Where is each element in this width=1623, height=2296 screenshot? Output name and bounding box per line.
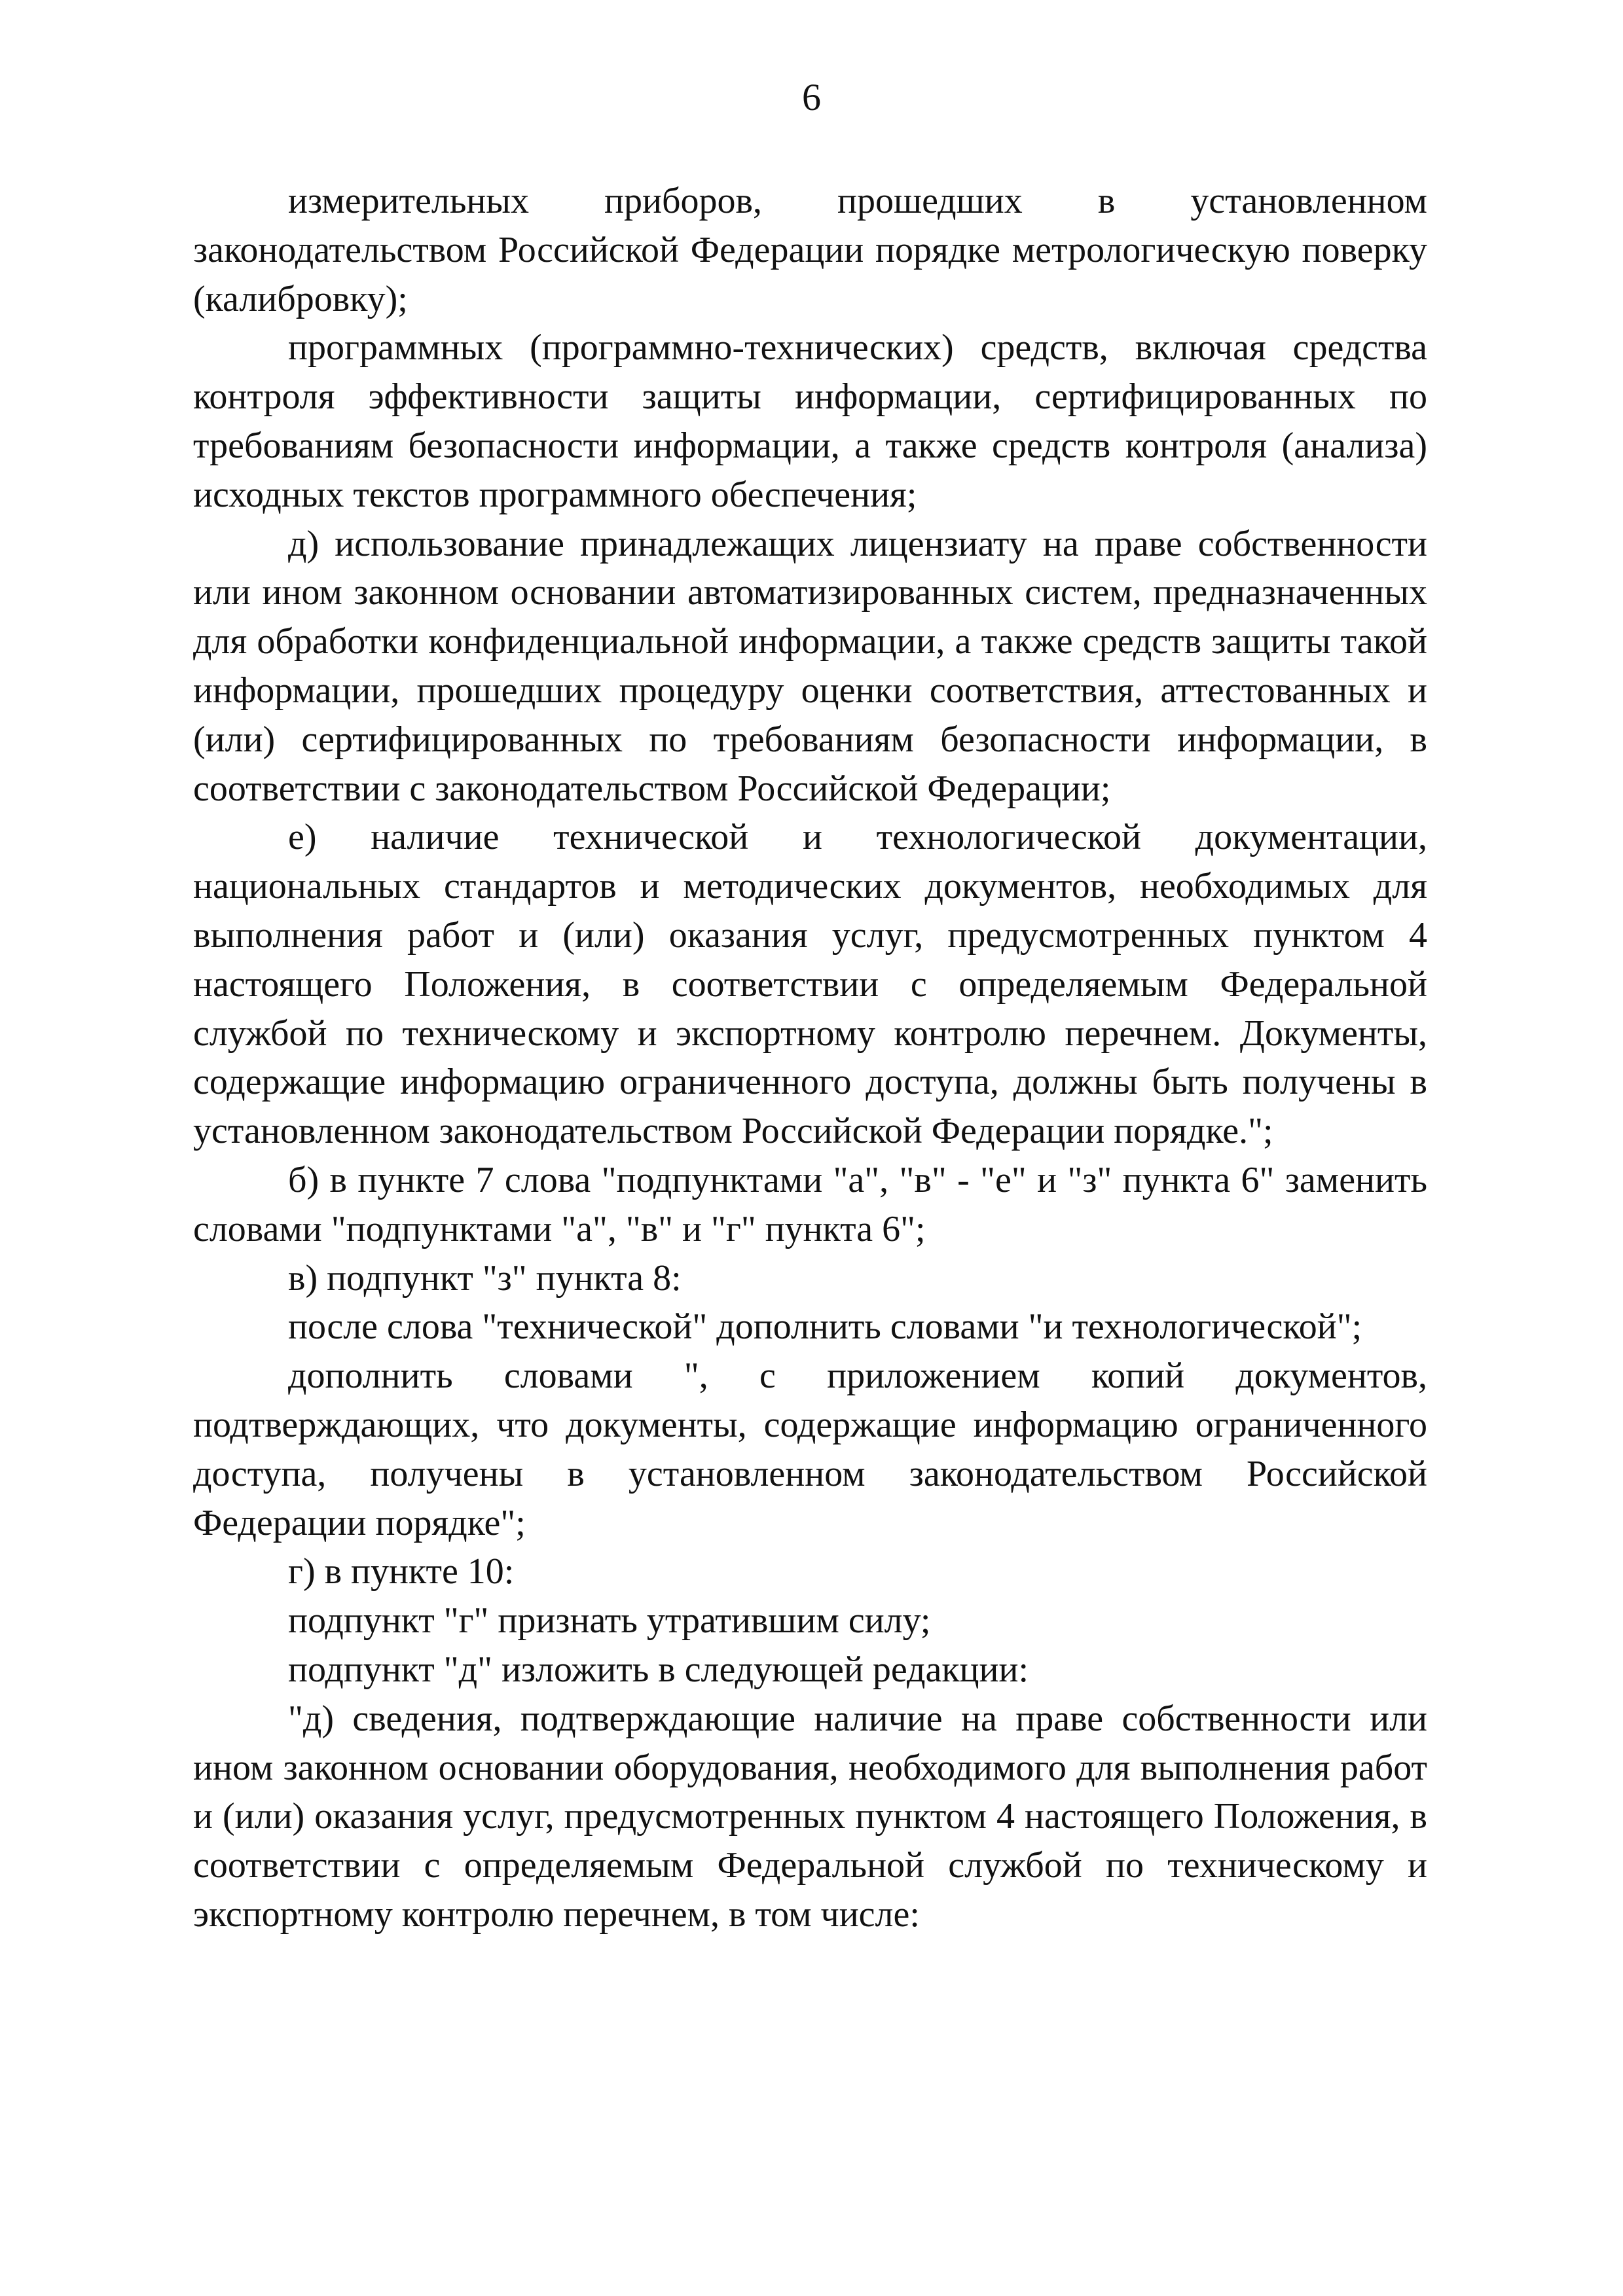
paragraph-measuring-instruments: измерительных приборов, прошедших в установленном законодательством Российской Федерации порядке метрологическую поверку (калибровку);	[193, 181, 1427, 319]
page-number: 6	[802, 76, 821, 118]
paragraph-new-subitem-d: "д) сведения, подтверждающие наличие на праве собственности или ином законном основании оборудования, необходимого для выполнения работ и (или) оказания услуг, предусмотренных пунктом 4 настоящего Положения, в соответствии с определяемым Федеральной службой по техническому и экспортному контролю перечнем, в том числе:	[193, 1698, 1427, 1935]
paragraph-item-v: в) подпункт "з" пункта 8:	[288, 1257, 682, 1299]
paragraph-subitem-d-restate: подпункт "д" изложить в следующей редакции:	[288, 1649, 1029, 1690]
paragraph-supplement: дополнить словами ", с приложением копий документов, подтверждающих, что документы, содержащие информацию ограниченного доступа, получены в установленном законодательством Российской Федерации порядке";	[193, 1355, 1427, 1543]
paragraph-item-b: б) в пункте 7 слова "подпунктами "а", "в" - "е" и "з" пункта 6" заменить словами "подпунктами "а", "в" и "г" пункта 6";	[193, 1159, 1427, 1249]
document-body	[193, 177, 1427, 1939]
paragraph-item-g: г) в пункте 10:	[288, 1551, 515, 1592]
paragraph-item-d: д) использование принадлежащих лицензиату на праве собственности или ином законном основании автоматизированных систем, предназначенных для обработки конфиденциальной информации, а также средств защиты такой информации, прошедших процедуру оценки соответствия, аттестованных и (или) сертифицированных по требованиям безопасности информации, в соответствии с законодательством Российской Федерации;	[193, 523, 1427, 809]
paragraph-subitem-g-void: подпункт "г" признать утратившим силу;	[288, 1600, 931, 1641]
paragraph-after-word: после слова "технической" дополнить словами "и технологической";	[288, 1306, 1362, 1348]
paragraph-item-e: е) наличие технической и технологической документации, национальных стандартов и методических документов, необходимых для выполнения работ и (или) оказания услуг, предусмотренных пунктом 4 настоящего Положения, в соответствии с определяемым Федеральной службой по техническому и экспортному контролю перечнем. Документы, содержащие информацию ограниченного доступа, должны быть получены в установленном законодательством Российской Федерации порядке.";	[193, 817, 1427, 1152]
paragraph-software-tools: программных (программно-технических) средств, включая средства контроля эффективности защиты информации, сертифицированных по требованиям безопасности информации, а также средств контроля (анализа) исходных текстов программного обеспечения;	[193, 327, 1427, 515]
